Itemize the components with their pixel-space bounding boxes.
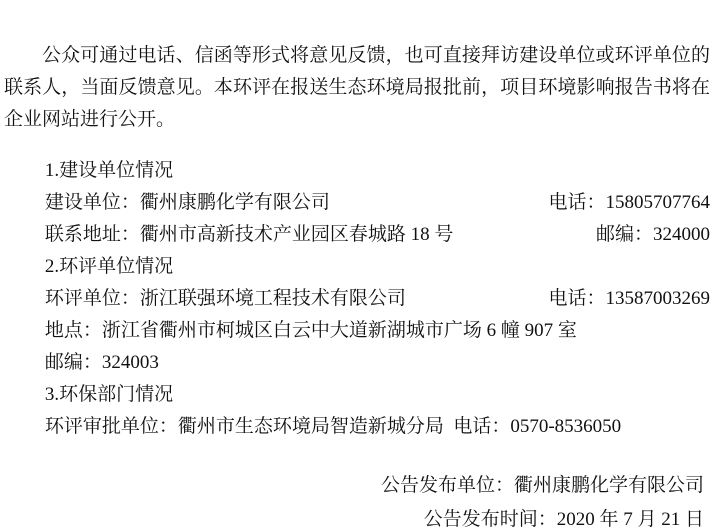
section1-address-row	[4, 219, 710, 251]
section1-unit-row	[4, 187, 710, 219]
construction-unit-name: 建设单位：衢州康鹏化学有限公司	[44, 192, 330, 213]
section3-heading: 3.环保部门情况	[44, 384, 174, 405]
eia-unit-address: 地点：浙江省衢州市柯城区白云中大道新湖城市广场 6 幢 907 室	[44, 320, 577, 341]
announcement-footer	[4, 469, 710, 532]
section2-heading: 2.环评单位情况	[44, 256, 174, 277]
eia-unit-postcode: 邮编：324003	[44, 352, 159, 373]
publish-date-line: 公告发布时间：2020 年 7 月 21 日	[423, 509, 704, 530]
intro-paragraph: 公众可通过电话、信函等形式将意见反馈，也可直接拜访建设单位或环评单位的联系人，当面反馈意见。本环评在报送生态环境局报批前，项目环境影响报告书将在企业网站进行公开。	[4, 45, 710, 130]
construction-unit-phone: 电话：15805707764	[548, 192, 710, 213]
eia-unit-name: 环评单位：浙江联强环境工程技术有限公司	[44, 288, 406, 309]
section1-heading: 1.建设单位情况	[44, 160, 174, 181]
approval-authority-line: 环评审批单位：衢州市生态环境局智造新城分局 电话：0570-8536050	[44, 416, 622, 437]
construction-unit-postcode: 邮编：324000	[595, 224, 710, 245]
construction-unit-address: 联系地址：衢州市高新技术产业园区春城路 18 号	[44, 224, 454, 245]
publisher-line: 公告发布单位：衢州康鹏化学有限公司	[380, 475, 704, 496]
eia-unit-phone: 电话：13587003269	[548, 288, 710, 309]
section2-unit-row	[4, 283, 710, 315]
